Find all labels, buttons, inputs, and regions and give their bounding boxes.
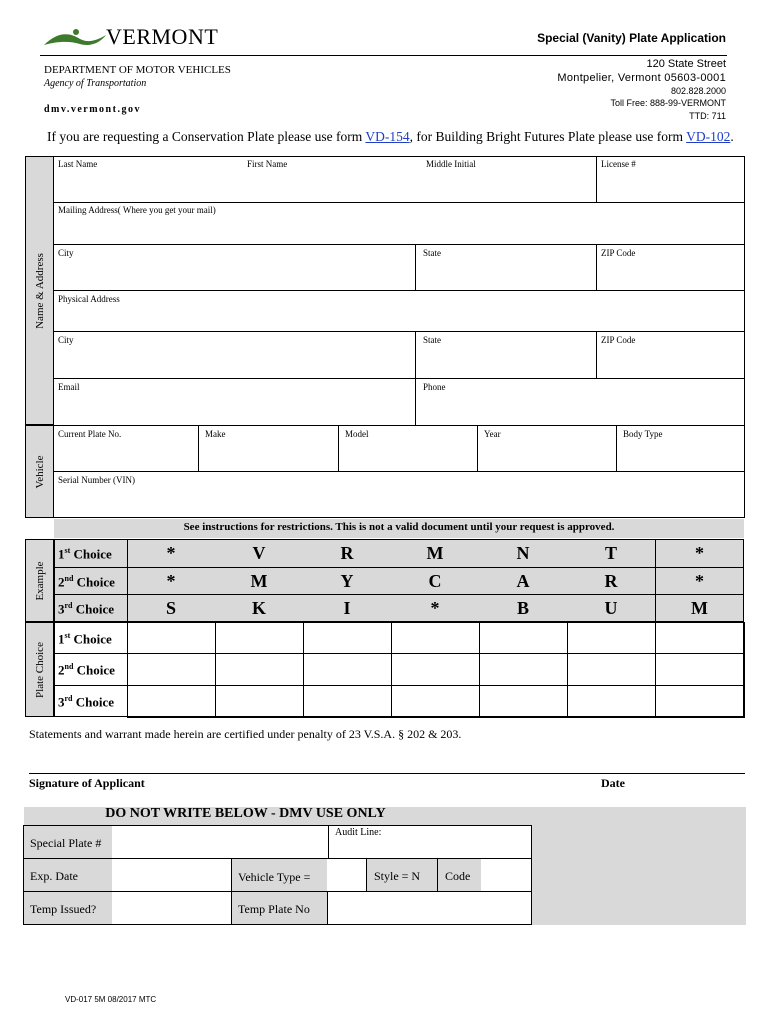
physical-city-field[interactable]	[55, 346, 414, 377]
temp-plate-label: Temp Plate No	[238, 902, 310, 916]
example-plate-char: M	[426, 543, 444, 563]
vermont-logo-icon	[42, 27, 108, 49]
example-plate-char: I	[343, 598, 351, 618]
vehicle-type-label: Vehicle Type =	[238, 870, 311, 884]
example-plate-char: R	[340, 543, 354, 563]
plate-choice-label: 1st Choice	[58, 631, 112, 647]
department-name: DEPARTMENT OF MOTOR VEHICLES	[44, 64, 231, 76]
example-plate-char: M	[250, 571, 268, 591]
temp-issued-label: Temp Issued?	[30, 902, 97, 916]
vin-label: Serial Number (VIN)	[58, 475, 135, 485]
dmv-use-only-heading: DO NOT WRITE BELOW - DMV USE ONLY	[105, 806, 386, 821]
phone-label: Phone	[423, 382, 446, 392]
plate-character-field[interactable]	[303, 653, 392, 686]
mailing-state-label: State	[423, 248, 441, 258]
physical-state-label: State	[423, 335, 441, 345]
example-side-label: Example	[25, 539, 54, 622]
mailing-city-field[interactable]	[55, 259, 414, 289]
ttd-number: TTD: 711	[689, 111, 726, 121]
name-address-side-label: Name & Address	[25, 156, 54, 425]
plate-choice-label: 3rd Choice	[58, 694, 115, 710]
date-field[interactable]	[640, 772, 740, 800]
example-plate-char: V	[252, 543, 266, 563]
example-plate-char: *	[166, 571, 176, 591]
form-code-footer: VD-017 5M 08/2017 MTC	[65, 995, 157, 1004]
style-label: Style = N	[374, 869, 421, 883]
example-plate-char: S	[165, 598, 176, 618]
example-choice-label: 3rd Choice	[58, 601, 115, 617]
plate-character-field[interactable]	[391, 653, 480, 686]
example-choice-label: 2nd Choice	[58, 574, 115, 590]
code-label: Code	[445, 869, 471, 883]
plate-character-field[interactable]	[567, 653, 656, 686]
license-field[interactable]	[597, 170, 743, 200]
example-plate-char: U	[604, 598, 618, 618]
phone-number: 802.828.2000	[670, 86, 726, 96]
plate-character-field[interactable]	[479, 653, 568, 686]
mailing-zip-label: ZIP Code	[601, 248, 636, 258]
mailing-address-label: Mailing Address( Where you get your mail)	[58, 205, 216, 215]
mailing-address-field[interactable]	[55, 216, 743, 243]
year-label: Year	[484, 429, 501, 439]
plate-character-field[interactable]	[479, 685, 568, 718]
intro-text: If you are requesting a Conservation Plate please use form VD-154, for Building Bright Futures Plate please use form VD-102.	[47, 129, 734, 144]
example-plate-char: K	[251, 598, 266, 618]
mailing-zip-field[interactable]	[597, 259, 743, 289]
exp-date-field[interactable]	[113, 859, 230, 891]
example-plate-char: *	[695, 543, 704, 563]
plate-character-field[interactable]	[391, 622, 480, 654]
body-type-field[interactable]	[617, 440, 743, 470]
physical-zip-field[interactable]	[597, 346, 743, 377]
example-plate-char: M	[691, 598, 708, 618]
plate-character-field[interactable]	[303, 622, 392, 654]
make-field[interactable]	[199, 440, 337, 470]
temp-plate-field[interactable]	[328, 892, 531, 924]
plate-character-field[interactable]	[567, 685, 656, 718]
example-plate-char: *	[166, 543, 176, 563]
plate-character-field[interactable]	[479, 622, 568, 654]
middle-initial-label: Middle Initial	[426, 159, 476, 169]
plate-character-field[interactable]	[655, 685, 745, 718]
logo-text: VERMONT	[106, 24, 219, 49]
plate-character-field[interactable]	[215, 653, 304, 686]
temp-issued-field[interactable]	[113, 892, 230, 924]
current-plate-field[interactable]	[55, 440, 197, 470]
vehicle-side-label: Vehicle	[25, 425, 54, 518]
example-plate-char: R	[604, 571, 618, 591]
make-label: Make	[205, 429, 226, 439]
vd-102-link[interactable]: VD-102	[686, 129, 731, 144]
plate-choice-side-label: Plate Choice	[25, 622, 54, 717]
toll-free: Toll Free: 888-99-VERMONT	[610, 98, 726, 108]
special-plate-label: Special Plate #	[30, 836, 102, 850]
special-plate-field[interactable]	[113, 826, 327, 858]
example-plate-char: Y	[340, 571, 354, 591]
example-plate-char: B	[516, 598, 529, 618]
plate-character-field[interactable]	[391, 685, 480, 718]
form-title: Special (Vanity) Plate Application	[537, 31, 726, 45]
physical-state-field[interactable]	[416, 346, 595, 377]
physical-address-field[interactable]	[55, 305, 743, 330]
plate-character-field[interactable]	[127, 622, 216, 654]
example-plate-char: *	[430, 598, 440, 618]
year-field[interactable]	[478, 440, 615, 470]
plate-character-field[interactable]	[655, 622, 745, 654]
certification-statement: Statements and warrant made herein are certified under penalty of 23 V.S.A. § 202 & 203.	[29, 727, 462, 741]
street-address: 120 State Street	[646, 58, 726, 70]
date-label: Date	[601, 776, 625, 790]
physical-zip-label: ZIP Code	[601, 335, 636, 345]
email-field[interactable]	[55, 393, 414, 424]
city-address: Montpelier, Vermont 05603-0001	[557, 72, 726, 84]
signature-field[interactable]	[100, 772, 580, 800]
plate-character-field[interactable]	[127, 685, 216, 718]
audit-line-label: Audit Line:	[335, 827, 382, 838]
plate-character-field[interactable]	[127, 653, 216, 686]
example-plate-char: T	[604, 543, 617, 563]
instructions-text: See instructions for restrictions. This is not a valid document until your request is approved.	[183, 521, 615, 533]
physical-address-label: Physical Address	[58, 294, 120, 304]
last-name-field[interactable]	[55, 170, 595, 200]
signature-label: Signature of Applicant	[29, 776, 145, 790]
example-plate-char: N	[516, 543, 530, 563]
example-plate-char: A	[516, 571, 530, 591]
vin-field[interactable]	[55, 486, 743, 516]
model-field[interactable]	[339, 440, 476, 470]
model-label: Model	[345, 429, 369, 439]
plate-character-field[interactable]	[215, 685, 304, 718]
agency-name: Agency of Transportation	[44, 78, 147, 89]
plate-character-field[interactable]	[215, 622, 304, 654]
license-label: License #	[601, 159, 636, 169]
phone-field[interactable]	[416, 393, 743, 424]
example-plate-char: C	[428, 571, 442, 591]
plate-character-field[interactable]	[655, 653, 745, 686]
plate-character-field[interactable]	[303, 685, 392, 718]
last-name-label: Last Name	[58, 159, 98, 169]
exp-date-label: Exp. Date	[30, 869, 78, 883]
plate-character-field[interactable]	[567, 622, 656, 654]
website-link[interactable]: dmv.vermont.gov	[44, 104, 141, 115]
current-plate-label: Current Plate No.	[58, 429, 122, 439]
example-choice-label: 1st Choice	[58, 546, 112, 562]
physical-city-label: City	[58, 335, 74, 345]
mailing-state-field[interactable]	[416, 259, 595, 289]
body-type-label: Body Type	[623, 429, 663, 439]
email-label: Email	[58, 382, 80, 392]
plate-choice-label: 2nd Choice	[58, 662, 115, 678]
mailing-city-label: City	[58, 248, 74, 258]
first-name-label: First Name	[247, 159, 288, 169]
vd-154-link[interactable]: VD-154	[365, 129, 410, 144]
example-plate-char: *	[695, 571, 704, 591]
